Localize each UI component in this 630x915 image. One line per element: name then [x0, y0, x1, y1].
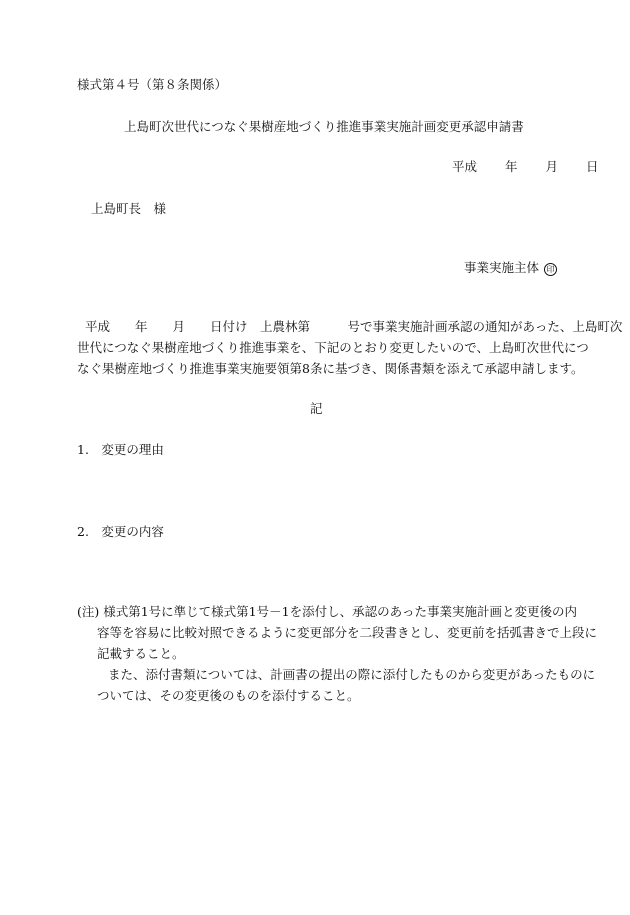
date-day: 日 [586, 159, 599, 174]
body-line: 平成 年 月 日付け 上農林第 号で事業実施計画承認の通知があった、上島町次 [85, 319, 623, 334]
form-number: 様式第４号（第８条関係） [77, 77, 228, 92]
note-line: ついては、その変更後のものを添付すること。 [97, 688, 360, 703]
addressee: 上島町長 様 [91, 201, 167, 216]
date-year: 年 [505, 159, 518, 174]
item-change-content: 2. 変更の内容 [77, 524, 164, 539]
date-line [452, 161, 599, 174]
ki-heading: 記 [310, 401, 323, 416]
document-title: 上島町次世代につなぐ果樹産地づくり推進事業実施計画変更承認申請書 [124, 119, 524, 134]
item-change-reason: 1. 変更の理由 [77, 442, 164, 457]
applicant-label: 事業実施主体 [464, 260, 540, 275]
note-line: また、添付書類については、計画書の提出の際に添付したものから変更があったものに [108, 667, 596, 682]
date-era: 平成 [452, 159, 478, 174]
note-line: 記載すること。 [97, 646, 185, 661]
applicant [464, 262, 557, 276]
seal-mark: 印 [544, 263, 557, 276]
body-paragraph [77, 319, 623, 384]
date-month: 月 [545, 159, 559, 174]
note-line: 容等を容易に比較対照できるように変更部分を二段書きとし、変更前を括弧書きで上段に [97, 625, 598, 640]
note-block [77, 604, 598, 711]
body-line: なぐ果樹産地づくり推進事業実施要領第8条に基づき、関係書類を添えて承認申請します。 [77, 361, 584, 376]
note-line: (注) 様式第1号に準じて様式第1号－1を添付し、承認のあった事業実施計画と変更後の内 [77, 604, 577, 619]
body-line: 世代につなぐ果樹産地づくり推進事業を、下記のとおり変更したいので、上島町次世代につ [77, 340, 589, 355]
